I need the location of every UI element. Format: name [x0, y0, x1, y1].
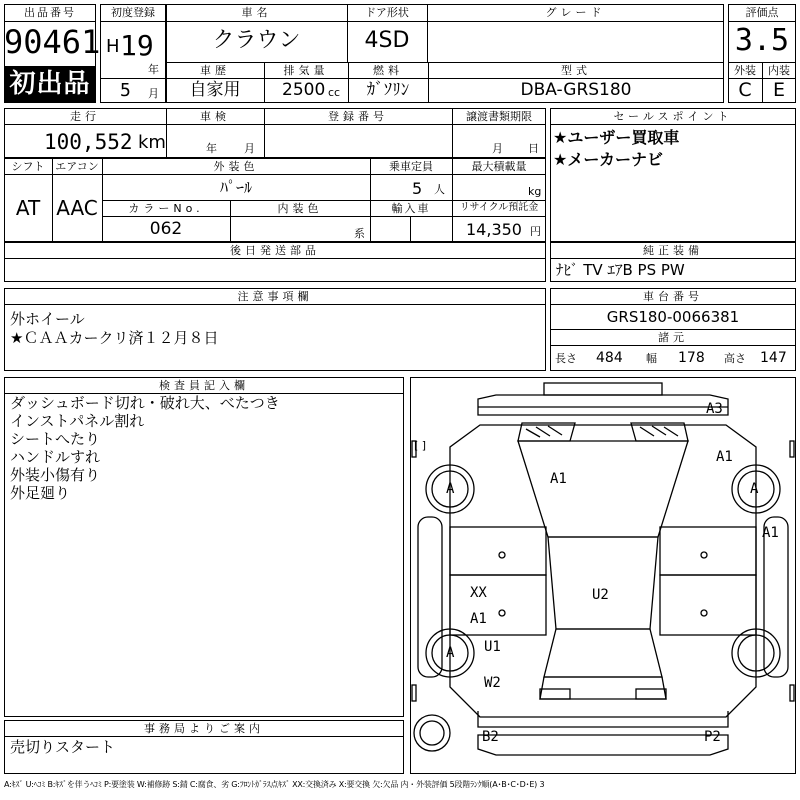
caution-line-1: 外ホイール: [10, 310, 85, 328]
exterior-label: 外装: [734, 64, 756, 77]
mark-a1-hood: A1: [550, 471, 567, 487]
model-label: 型式: [561, 64, 591, 77]
height-label: 高さ: [724, 352, 746, 365]
first-registration-label: 初度登録: [111, 6, 155, 19]
recycle-fee-unit: 円: [530, 225, 541, 238]
year-unit: 年: [148, 63, 159, 76]
caution-label: 注意事項欄: [237, 290, 313, 303]
model: DBA-GRS180: [520, 80, 632, 100]
specs-label: 諸元: [658, 331, 688, 344]
inspector-line-4: ハンドルすれ: [10, 448, 101, 466]
inspection-year-unit: 年: [206, 142, 217, 155]
capacity-label: 乗車定員: [389, 160, 433, 173]
mark-wheel-front-left: A: [446, 481, 455, 497]
mark-wheel-rear-left: A: [446, 645, 455, 661]
office-label: 事務局よりご案内: [144, 722, 264, 735]
inspector-label: 検査員記入欄: [159, 379, 249, 392]
recycle-fee-label: リサイクル預託金: [459, 202, 539, 213]
interior-label: 内装: [768, 64, 790, 77]
mark-a1-right: A1: [762, 525, 779, 541]
score-label: 評価点: [745, 6, 779, 19]
mark-w2: W2: [484, 675, 501, 691]
mark-u1: U1: [484, 639, 501, 655]
mark-p2: P2: [704, 729, 721, 745]
mark-b2: B2: [482, 729, 499, 745]
history: 自家用: [189, 80, 241, 100]
history-label: 車歴: [200, 64, 230, 77]
interior-color-unit: 系: [354, 227, 365, 240]
mileage-label: 走行: [70, 110, 100, 123]
mark-a1-front-right: A1: [716, 449, 733, 465]
import-label: 輸入車: [391, 202, 431, 215]
registration-number-label: 登録番号: [328, 110, 388, 123]
capacity-unit: 人: [434, 183, 445, 196]
lot-number-label: 出品番号: [24, 6, 76, 19]
interior-score: E: [772, 79, 785, 101]
score: 3.5: [734, 23, 790, 58]
displacement-unit: cc: [328, 86, 341, 99]
displacement: 2500: [282, 80, 326, 100]
first-registration-month: 5: [120, 80, 131, 101]
exterior-color-label: 外装色: [213, 160, 259, 173]
first-listing-badge: 初出品: [5, 66, 95, 102]
inspection-label: 車検: [200, 110, 230, 123]
recycle-fee: 14,350: [466, 220, 522, 239]
length-label: 長さ: [555, 352, 577, 365]
inspector-line-1: ダッシュボード切れ・破れ大、べたつき: [10, 394, 280, 412]
width-label: 幅: [646, 352, 657, 365]
selling-point-2: ★メーカーナビ: [553, 150, 664, 169]
inspection-month-unit: 月: [244, 142, 255, 155]
car-body-diagram: [410, 377, 796, 774]
car-name: クラウン: [212, 28, 301, 53]
exterior-color: ﾊﾟｰﾙ: [219, 178, 252, 197]
inspector-line-3: シートへたり: [10, 430, 101, 448]
ac: AAC: [56, 196, 98, 220]
door-type: 4SD: [364, 28, 410, 53]
capacity: 5: [412, 179, 423, 198]
genuine-equipment: ﾅﾋﾞ TV ｴｱB PS PW: [556, 261, 685, 279]
length: 484: [596, 350, 623, 366]
exterior-score: C: [738, 79, 752, 101]
shift: AT: [15, 196, 41, 220]
transfer-day-unit: 日: [528, 142, 539, 155]
selling-point-1: ★ユーザー買取車: [553, 128, 680, 147]
mark-a3: A3: [706, 401, 723, 417]
mileage: 100,552: [44, 130, 133, 154]
later-parts-label: 後日発送部品: [230, 244, 320, 257]
height: 147: [760, 350, 787, 366]
inspector-line-2: インストパネル割れ: [10, 412, 145, 430]
damage-legend: A:ｷｽﾞ U:ﾍｺﾐ B:ｷｽﾞを伴うﾍｺﾐ P:要塗装 W:補修跡 S:錆 C:腐食、劣 G:ﾌﾛﾝﾄｶﾞﾗｽ点ｷｽﾞ XX:交換済み X:要交換 欠:欠品 内・外装評価 5段階ﾗﾝｸ順(A･B･C･D･E) 3: [4, 780, 545, 789]
transfer-deadline-label: 譲渡書類期限: [466, 110, 532, 123]
mileage-unit: km: [138, 132, 166, 153]
mark-wheel-front-right: A: [750, 481, 759, 497]
month-unit: 月: [148, 87, 159, 100]
lot-number: 90461: [4, 23, 101, 61]
mark-a1-left: A1: [470, 611, 487, 627]
car-name-label: 車名: [241, 6, 272, 19]
ac-label: エアコン: [55, 160, 99, 173]
displacement-label: 排気量: [283, 64, 329, 77]
chassis-number-label: 車台番号: [643, 290, 703, 303]
max-load-unit: kg: [528, 185, 542, 198]
fuel-label: 燃料: [373, 64, 403, 77]
genuine-equipment-label: 純正装備: [643, 244, 703, 257]
shift-label: シフト: [11, 160, 45, 173]
first-registration-year: 19: [120, 29, 154, 62]
office-text: 売切りスタート: [10, 738, 116, 756]
transfer-month-unit: 月: [492, 142, 503, 155]
fuel: ｶﾞｿﾘﾝ: [366, 80, 410, 100]
grade-label: グレード: [545, 6, 606, 19]
mirror-bracket: [ ]: [414, 439, 427, 452]
inspector-line-6: 外足廻り: [10, 484, 71, 502]
max-load-label: 最大積載量: [471, 160, 527, 173]
width: 178: [678, 350, 705, 366]
inspector-line-5: 外装小傷有り: [10, 466, 101, 484]
mark-xx: XX: [470, 585, 487, 601]
caution-line-2: ★ＣＡＡカークリ済１２月８日: [10, 329, 219, 347]
color-number: 062: [149, 219, 183, 239]
mark-u2: U2: [592, 587, 609, 603]
selling-points-label: セールスポイント: [613, 110, 733, 123]
color-number-label: カラーNo.: [128, 202, 204, 215]
chassis-number: GRS180-0066381: [606, 308, 740, 326]
door-type-label: ドア形状: [365, 6, 409, 19]
era-letter: H: [106, 36, 120, 57]
interior-color-label: 内装色: [277, 202, 323, 215]
